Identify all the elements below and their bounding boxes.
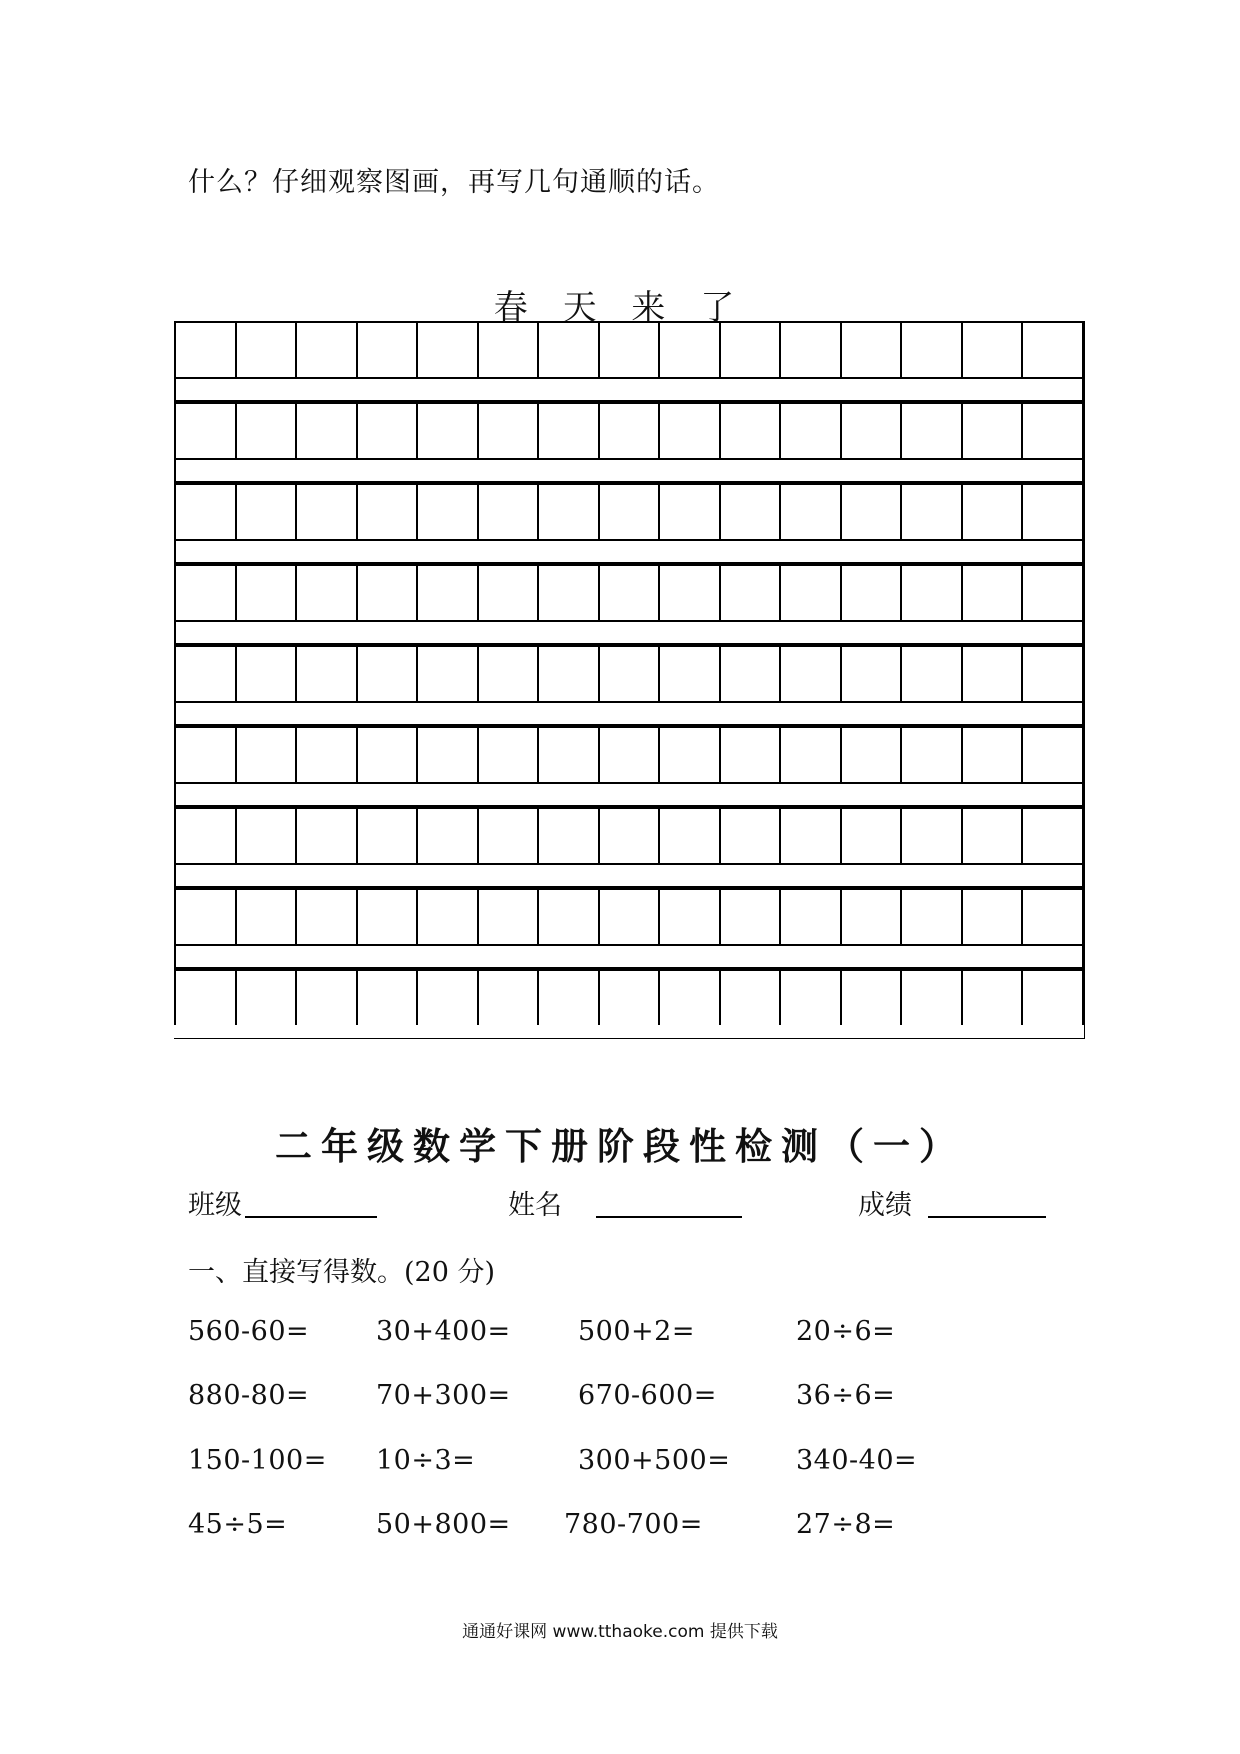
grid-spacer bbox=[174, 701, 1084, 726]
grid-cell[interactable] bbox=[1021, 807, 1084, 863]
grid-cell[interactable] bbox=[840, 726, 901, 782]
grid-cell[interactable] bbox=[840, 321, 901, 377]
problem: 780-700= bbox=[564, 1509, 703, 1540]
grid-cell[interactable] bbox=[961, 645, 1022, 701]
grid-cell[interactable] bbox=[537, 726, 598, 782]
grid-cell[interactable] bbox=[537, 402, 598, 458]
grid-cell[interactable] bbox=[779, 969, 840, 1025]
grid-cell[interactable] bbox=[356, 402, 417, 458]
grid-cell[interactable] bbox=[174, 969, 235, 1025]
grid-cell[interactable] bbox=[295, 564, 356, 620]
grid-cell[interactable] bbox=[295, 321, 356, 377]
grid-row bbox=[174, 645, 1084, 701]
grid-cell[interactable] bbox=[1021, 726, 1084, 782]
problem: 880-80= bbox=[188, 1380, 310, 1411]
problem: 560-60= bbox=[188, 1316, 310, 1347]
grid-cell[interactable] bbox=[900, 564, 961, 620]
grid-cell[interactable] bbox=[840, 402, 901, 458]
grid-spacer bbox=[174, 782, 1084, 807]
grid-cell[interactable] bbox=[477, 402, 538, 458]
grid-cell[interactable] bbox=[779, 645, 840, 701]
problem: 150-100= bbox=[188, 1445, 327, 1476]
grid-cell[interactable] bbox=[719, 402, 780, 458]
grid-cell[interactable] bbox=[658, 402, 719, 458]
grid-cell[interactable] bbox=[900, 483, 961, 539]
grid-cell[interactable] bbox=[719, 726, 780, 782]
grid-cell[interactable] bbox=[961, 483, 1022, 539]
grid-cell[interactable] bbox=[1021, 564, 1084, 620]
grid-row bbox=[174, 888, 1084, 944]
grid-cell[interactable] bbox=[598, 564, 659, 620]
grid-cell[interactable] bbox=[1021, 888, 1084, 944]
footer-text: 通通好课网 www.tthaoke.com 提供下载 bbox=[462, 1622, 778, 1642]
grid-cell[interactable] bbox=[961, 564, 1022, 620]
grid-cell[interactable] bbox=[779, 483, 840, 539]
grid-spacer bbox=[174, 863, 1084, 888]
grid-spacer bbox=[174, 620, 1084, 645]
grid-cell[interactable] bbox=[719, 969, 780, 1025]
grid-cell[interactable] bbox=[900, 321, 961, 377]
grid-cell[interactable] bbox=[477, 969, 538, 1025]
grid-cell[interactable] bbox=[416, 402, 477, 458]
grid-spacer bbox=[174, 944, 1084, 969]
grid-cell[interactable] bbox=[477, 888, 538, 944]
grid-cell[interactable] bbox=[295, 645, 356, 701]
composition-title: 春 天 来 了 bbox=[493, 288, 747, 328]
grid-cell[interactable] bbox=[235, 483, 296, 539]
grid-cell[interactable] bbox=[356, 483, 417, 539]
grid-cell[interactable] bbox=[598, 969, 659, 1025]
grid-cell[interactable] bbox=[477, 807, 538, 863]
grid-cell[interactable] bbox=[598, 483, 659, 539]
grid-spacer bbox=[174, 377, 1084, 402]
grid-cell[interactable] bbox=[235, 402, 296, 458]
grid-row bbox=[174, 321, 1084, 377]
grid-cell[interactable] bbox=[537, 564, 598, 620]
grid-cell[interactable] bbox=[1021, 402, 1084, 458]
grid-cell[interactable] bbox=[598, 321, 659, 377]
grid-cell[interactable] bbox=[356, 321, 417, 377]
grid-cell[interactable] bbox=[295, 726, 356, 782]
class-label: 班级 bbox=[188, 1190, 242, 1221]
grid-cell[interactable] bbox=[477, 321, 538, 377]
grid-cell[interactable] bbox=[356, 564, 417, 620]
grid-cell[interactable] bbox=[719, 321, 780, 377]
grid-cell[interactable] bbox=[779, 564, 840, 620]
problem: 50+800= bbox=[376, 1509, 511, 1540]
grid-cell[interactable] bbox=[900, 726, 961, 782]
grid-cell[interactable] bbox=[295, 402, 356, 458]
grid-cell[interactable] bbox=[295, 483, 356, 539]
grid-cell[interactable] bbox=[1021, 483, 1084, 539]
grid-cell[interactable] bbox=[356, 807, 417, 863]
instruction-text: 什么？仔细观察图画，再写几句通顺的话。 bbox=[188, 167, 720, 198]
grid-cell[interactable] bbox=[1021, 321, 1084, 377]
name-label: 姓名 bbox=[508, 1190, 562, 1221]
grid-cell[interactable] bbox=[961, 969, 1022, 1025]
grid-cell[interactable] bbox=[1021, 969, 1084, 1025]
grid-cell[interactable] bbox=[900, 969, 961, 1025]
grid-cell[interactable] bbox=[598, 807, 659, 863]
grid-spacer bbox=[174, 539, 1084, 564]
grid-cell[interactable] bbox=[840, 969, 901, 1025]
class-blank[interactable] bbox=[245, 1216, 377, 1218]
grid-cell[interactable] bbox=[477, 483, 538, 539]
grid-cell[interactable] bbox=[477, 645, 538, 701]
grid-cell[interactable] bbox=[295, 969, 356, 1025]
grid-cell[interactable] bbox=[658, 564, 719, 620]
grid-row bbox=[174, 483, 1084, 539]
grid-cell[interactable] bbox=[719, 645, 780, 701]
grid-cell[interactable] bbox=[537, 483, 598, 539]
grid-cell[interactable] bbox=[840, 564, 901, 620]
grid-cell[interactable] bbox=[416, 888, 477, 944]
problem: 500+2= bbox=[578, 1316, 695, 1347]
grid-cell[interactable] bbox=[719, 564, 780, 620]
grid-cell[interactable] bbox=[598, 402, 659, 458]
grid-cell[interactable] bbox=[416, 969, 477, 1025]
problem: 20÷6= bbox=[796, 1316, 896, 1347]
grid-cell[interactable] bbox=[961, 807, 1022, 863]
name-blank[interactable] bbox=[596, 1216, 742, 1218]
grid-cell[interactable] bbox=[477, 726, 538, 782]
grid-cell[interactable] bbox=[961, 726, 1022, 782]
grid-row bbox=[174, 402, 1084, 458]
grid-cell[interactable] bbox=[174, 726, 235, 782]
grid-cell[interactable] bbox=[900, 402, 961, 458]
test-title: 二年级数学下册阶段性检测（一） bbox=[275, 1125, 965, 1168]
grid-cell[interactable] bbox=[779, 888, 840, 944]
grid-cell[interactable] bbox=[174, 321, 235, 377]
grid-cell[interactable] bbox=[598, 726, 659, 782]
grid-cell[interactable] bbox=[295, 807, 356, 863]
grid-cell[interactable] bbox=[174, 402, 235, 458]
score-blank[interactable] bbox=[928, 1216, 1046, 1218]
grid-cell[interactable] bbox=[174, 564, 235, 620]
grid-cell[interactable] bbox=[174, 807, 235, 863]
grid-cell[interactable] bbox=[416, 483, 477, 539]
grid-cell[interactable] bbox=[416, 321, 477, 377]
grid-cell[interactable] bbox=[356, 726, 417, 782]
grid-cell[interactable] bbox=[900, 645, 961, 701]
grid-cell[interactable] bbox=[174, 888, 235, 944]
grid-cell[interactable] bbox=[658, 483, 719, 539]
grid-cell[interactable] bbox=[356, 645, 417, 701]
grid-cell[interactable] bbox=[537, 969, 598, 1025]
problem: 300+500= bbox=[578, 1445, 731, 1476]
problem: 70+300= bbox=[376, 1380, 511, 1411]
grid-row bbox=[174, 564, 1084, 620]
grid-cell[interactable] bbox=[477, 564, 538, 620]
grid-row bbox=[174, 807, 1084, 863]
grid-cell[interactable] bbox=[598, 645, 659, 701]
grid-cell[interactable] bbox=[235, 888, 296, 944]
grid-cell[interactable] bbox=[174, 645, 235, 701]
grid-spacer bbox=[174, 458, 1084, 483]
grid-cell[interactable] bbox=[235, 321, 296, 377]
grid-row bbox=[174, 726, 1084, 782]
score-label: 成绩 bbox=[858, 1190, 912, 1221]
grid-cell[interactable] bbox=[961, 888, 1022, 944]
grid-cell[interactable] bbox=[658, 321, 719, 377]
grid-cell[interactable] bbox=[719, 807, 780, 863]
problem: 340-40= bbox=[796, 1445, 918, 1476]
problem: 27÷8= bbox=[796, 1509, 896, 1540]
grid-cell[interactable] bbox=[235, 969, 296, 1025]
grid-cell[interactable] bbox=[779, 726, 840, 782]
grid-cell[interactable] bbox=[719, 888, 780, 944]
grid-cell[interactable] bbox=[295, 888, 356, 944]
grid-cell[interactable] bbox=[235, 726, 296, 782]
grid-cell[interactable] bbox=[537, 321, 598, 377]
grid-cell[interactable] bbox=[416, 726, 477, 782]
grid-cell[interactable] bbox=[840, 888, 901, 944]
grid-cell[interactable] bbox=[779, 807, 840, 863]
grid-cell[interactable] bbox=[356, 888, 417, 944]
grid-cell[interactable] bbox=[174, 483, 235, 539]
writing-grid bbox=[174, 321, 1085, 1039]
grid-cell[interactable] bbox=[961, 321, 1022, 377]
grid-cell[interactable] bbox=[356, 969, 417, 1025]
grid-cell[interactable] bbox=[779, 402, 840, 458]
grid-cell[interactable] bbox=[598, 888, 659, 944]
grid-row bbox=[174, 969, 1084, 1025]
grid-cell[interactable] bbox=[537, 807, 598, 863]
grid-cell[interactable] bbox=[416, 807, 477, 863]
section-heading: 一、直接写得数。(20 分) bbox=[188, 1257, 496, 1288]
grid-cell[interactable] bbox=[658, 807, 719, 863]
grid-cell[interactable] bbox=[658, 726, 719, 782]
grid-cell[interactable] bbox=[235, 645, 296, 701]
grid-cell[interactable] bbox=[719, 483, 780, 539]
grid-cell[interactable] bbox=[840, 645, 901, 701]
grid-cell[interactable] bbox=[900, 807, 961, 863]
grid-cell[interactable] bbox=[235, 564, 296, 620]
problem: 10÷3= bbox=[376, 1445, 476, 1476]
grid-cell[interactable] bbox=[235, 807, 296, 863]
problem: 30+400= bbox=[376, 1316, 511, 1347]
grid-cell[interactable] bbox=[416, 645, 477, 701]
problem: 36÷6= bbox=[796, 1380, 896, 1411]
grid-cell[interactable] bbox=[900, 888, 961, 944]
grid-cell[interactable] bbox=[779, 321, 840, 377]
grid-cell[interactable] bbox=[1021, 645, 1084, 701]
grid-cell[interactable] bbox=[537, 888, 598, 944]
grid-cell[interactable] bbox=[961, 402, 1022, 458]
grid-cell[interactable] bbox=[416, 564, 477, 620]
grid-cell[interactable] bbox=[658, 645, 719, 701]
grid-cell[interactable] bbox=[537, 645, 598, 701]
grid-cell[interactable] bbox=[658, 969, 719, 1025]
grid-cell[interactable] bbox=[658, 888, 719, 944]
problem: 670-600= bbox=[578, 1380, 717, 1411]
problem: 45÷5= bbox=[188, 1509, 288, 1540]
grid-cell[interactable] bbox=[840, 807, 901, 863]
grid-cell[interactable] bbox=[840, 483, 901, 539]
